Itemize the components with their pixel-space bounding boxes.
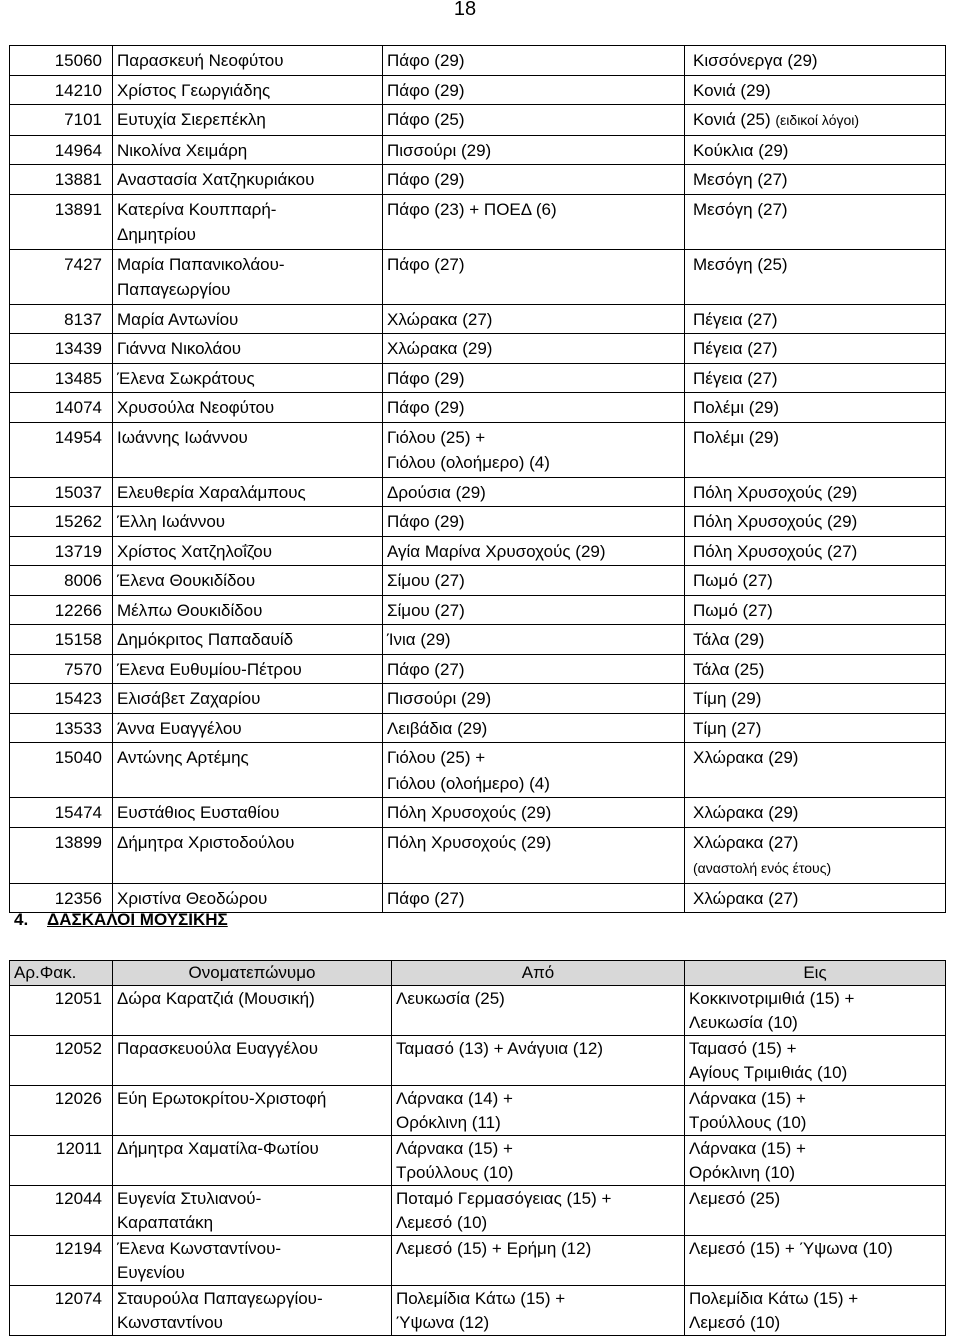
name-cell: Χρυσούλα Νεοφύτου [113, 393, 383, 423]
header-from: Από [392, 961, 685, 986]
to-value: Τάλα (25) [693, 659, 765, 679]
file-number-cell: 14954 [10, 422, 113, 477]
name-cell: Έλενα Σωκράτους [113, 363, 383, 393]
name-cell: Αναστασία Χατζηκυριάκου [113, 165, 383, 195]
name-cell: Νικολίνα Χειμάρη [113, 135, 383, 165]
to-cell [685, 625, 946, 655]
to-value: Πόλη Χρυσοχούς (29) [693, 482, 858, 502]
table-row [10, 165, 946, 195]
to-cell: Λεμεσό (25) [685, 1186, 946, 1236]
name-cell: Έλενα Θουκιδίδου [113, 566, 383, 596]
file-number-cell: 7570 [10, 654, 113, 684]
header-to: Εις [685, 961, 946, 986]
from-cell: Λάρνακα (15) + Τρούλλους (10) [392, 1136, 685, 1186]
header-file-number: Αρ.Φακ. [10, 961, 113, 986]
to-value: Μεσόγη (27) [693, 199, 788, 219]
table-row [10, 654, 946, 684]
name-cell: Ιωάννης Ιωάννου [113, 422, 383, 477]
to-value: Μεσόγη (27) [693, 170, 788, 189]
to-cell [685, 304, 946, 334]
to-cell [685, 654, 946, 684]
to-cell [685, 798, 946, 828]
table-row [10, 883, 946, 913]
name-cell: Γιάννα Νικολάου [113, 334, 383, 364]
table-row [10, 105, 946, 136]
file-number-cell: 13899 [10, 827, 113, 883]
section-heading [14, 910, 228, 930]
to-value: Κονιά (25) [693, 110, 771, 129]
file-number-cell: 12044 [10, 1186, 113, 1236]
to-cell [685, 75, 946, 105]
file-number-cell: 15060 [10, 46, 113, 76]
to-value: Χλώρακα (29) [693, 748, 799, 767]
note-text: (αναστολή ενός έτους) [693, 860, 832, 876]
table-row [10, 135, 946, 165]
from-cell: Πάφο (29) [383, 393, 685, 423]
to-cell [685, 566, 946, 596]
transfers-table [9, 45, 946, 913]
header-full-name: Ονοματεπώνυμο [113, 961, 392, 986]
from-cell: Πόλη Χρυσοχούς (29) [383, 798, 685, 828]
name-cell: Ευγενία Στυλιανού- Καραπατάκη [113, 1186, 392, 1236]
name-cell: Παρασκευή Νεοφύτου [113, 46, 383, 76]
table-row [10, 595, 946, 625]
to-cell [685, 684, 946, 714]
from-cell: Πάφο (29) [383, 75, 685, 105]
file-number-cell: 8137 [10, 304, 113, 334]
to-cell: Λάρνακα (15) + Ορόκλινη (10) [685, 1136, 946, 1186]
from-cell: Πισσούρι (29) [383, 135, 685, 165]
file-number-cell: 15037 [10, 477, 113, 507]
name-cell: Ελευθερία Χαραλάμπους [113, 477, 383, 507]
to-value: Πολέμι (29) [693, 427, 780, 447]
from-cell: Δρούσια (29) [383, 477, 685, 507]
to-cell [685, 165, 946, 195]
table-row [10, 1136, 946, 1186]
from-cell: Σίμου (27) [383, 595, 685, 625]
name-cell: Άννα Ευαγγέλου [113, 713, 383, 743]
file-number-cell: 12026 [10, 1086, 113, 1136]
file-number-cell: 7427 [10, 249, 113, 304]
table-row [10, 393, 946, 423]
table-row [10, 743, 946, 798]
from-cell: Πολεμίδια Κάτω (15) + Ύψωνα (12) [392, 1286, 685, 1336]
file-number-cell: 13881 [10, 165, 113, 195]
table-row [10, 334, 946, 364]
from-cell: Χλώρακα (27) [383, 304, 685, 334]
table-row [10, 827, 946, 883]
table-row [10, 1236, 946, 1286]
to-value: Πωμό (27) [693, 571, 773, 590]
file-number-cell: 13891 [10, 194, 113, 249]
name-cell: Μαρία Αντωνίου [113, 304, 383, 334]
table-row [10, 194, 946, 249]
name-cell: Κατερίνα Κουππαρή- Δημητρίου [113, 194, 383, 249]
name-cell: Ευτυχία Σιερεπέκλη [113, 105, 383, 136]
to-value: Χλώρακα (27) [693, 832, 799, 852]
table-row [10, 249, 946, 304]
file-number-cell: 12356 [10, 883, 113, 913]
from-cell: Ποταμό Γερμασόγειας (15) + Λεμεσό (10) [392, 1186, 685, 1236]
from-cell: Πάφο (27) [383, 654, 685, 684]
table-row [10, 1186, 946, 1236]
from-cell: Αγία Μαρίνα Χρυσοχούς (29) [383, 536, 685, 566]
file-number-cell: 12194 [10, 1236, 113, 1286]
file-number-cell: 13719 [10, 536, 113, 566]
name-cell: Χριστίνα Θεοδώρου [113, 883, 383, 913]
from-cell: Λειβάδια (29) [383, 713, 685, 743]
to-value: Πωμό (27) [693, 600, 773, 620]
table-row [10, 304, 946, 334]
to-value: Κούκλια (29) [693, 140, 789, 160]
name-cell: Χρίστος Γεωργιάδης [113, 75, 383, 105]
to-cell [685, 883, 946, 913]
to-value: Πέγεια (27) [693, 339, 778, 358]
section-number: 4. [14, 910, 29, 929]
name-cell: Δώρα Καρατζιά (Μουσική) [113, 986, 392, 1036]
from-cell: Πάφο (25) [383, 105, 685, 136]
from-cell: Ταμασό (13) + Ανάγυια (12) [392, 1036, 685, 1086]
to-value: Τίμη (29) [693, 689, 762, 708]
to-value: Κονιά (29) [693, 80, 771, 100]
file-number-cell: 12051 [10, 986, 113, 1036]
to-value: Κισσόνεργα (29) [693, 51, 818, 70]
table-row [10, 798, 946, 828]
from-cell: Πάφο (29) [383, 507, 685, 537]
name-cell: Ευστάθιος Ευσταθίου [113, 798, 383, 828]
name-cell: Έλενα Ευθυμίου-Πέτρου [113, 654, 383, 684]
from-cell: Πάφο (29) [383, 165, 685, 195]
table-row [10, 363, 946, 393]
to-value: Χλώρακα (27) [693, 888, 799, 908]
file-number-cell: 14964 [10, 135, 113, 165]
from-cell: Πισσούρι (29) [383, 684, 685, 714]
file-number-cell: 12266 [10, 595, 113, 625]
file-number-cell: 15262 [10, 507, 113, 537]
name-cell: Δήμητρα Χαματίλα-Φωτίου [113, 1136, 392, 1186]
to-cell [685, 135, 946, 165]
to-cell [685, 105, 946, 136]
name-cell: Έλενα Κωνσταντίνου- Ευγενίου [113, 1236, 392, 1286]
to-value: Μεσόγη (25) [693, 254, 788, 274]
to-cell [685, 743, 946, 798]
table-row [10, 713, 946, 743]
note-text: (ειδικοί λόγοι) [775, 112, 860, 128]
to-value: Πόλη Χρυσοχούς (29) [693, 512, 858, 531]
from-cell: Πάφο (27) [383, 249, 685, 304]
to-cell: Ταμασό (15) + Αγίους Τριμιθιάς (10) [685, 1036, 946, 1086]
from-cell: Γιόλου (25) + Γιόλου (ολοήμερο) (4) [383, 743, 685, 798]
to-value: Πολέμι (29) [693, 398, 780, 417]
page-number: 18 [453, 0, 477, 20]
file-number-cell: 13485 [10, 363, 113, 393]
from-cell: Πάφο (29) [383, 363, 685, 393]
table-row [10, 422, 946, 477]
to-value: Πέγεια (27) [693, 368, 778, 388]
to-cell [685, 393, 946, 423]
name-cell: Σταυρούλα Παπαγεωργίου- Κωνσταντίνου [113, 1286, 392, 1336]
file-number-cell: 12074 [10, 1286, 113, 1336]
table-row [10, 1086, 946, 1136]
to-cell: Κοκκινοτριμιθιά (15) + Λευκωσία (10) [685, 986, 946, 1036]
table-row [10, 46, 946, 76]
section-title: ΔΑΣΚΑΛΟΙ ΜΟΥΣΙΚΗΣ [47, 910, 228, 929]
from-cell: Πάφο (27) [383, 883, 685, 913]
file-number-cell: 14074 [10, 393, 113, 423]
to-value: Τίμη (27) [693, 718, 762, 738]
from-cell: Ίνια (29) [383, 625, 685, 655]
from-cell: Λάρνακα (14) + Ορόκλινη (11) [392, 1086, 685, 1136]
file-number-cell: 13439 [10, 334, 113, 364]
to-cell: Λάρνακα (15) + Τρούλλους (10) [685, 1086, 946, 1136]
file-number-cell: 12011 [10, 1136, 113, 1186]
to-cell [685, 194, 946, 249]
to-cell: Λεμεσό (15) + Ύψωνα (10) [685, 1236, 946, 1286]
to-cell [685, 477, 946, 507]
to-value: Τάλα (29) [693, 630, 765, 649]
file-number-cell: 8006 [10, 566, 113, 596]
to-value: Χλώρακα (29) [693, 803, 799, 822]
file-number-cell: 15474 [10, 798, 113, 828]
file-number-cell: 13533 [10, 713, 113, 743]
table-row [10, 684, 946, 714]
name-cell: Εύη Ερωτοκρίτου-Χριστοφή [113, 1086, 392, 1136]
to-cell [685, 334, 946, 364]
file-number-cell: 7101 [10, 105, 113, 136]
table-row [10, 536, 946, 566]
name-cell: Δημόκριτος Παπαδαυίδ [113, 625, 383, 655]
from-cell: Χλώρακα (29) [383, 334, 685, 364]
table-row [10, 625, 946, 655]
table-row [10, 566, 946, 596]
to-cell: Πολεμίδια Κάτω (15) + Λεμεσό (10) [685, 1286, 946, 1336]
table-row [10, 507, 946, 537]
file-number-cell: 15158 [10, 625, 113, 655]
name-cell: Μέλπω Θουκιδίδου [113, 595, 383, 625]
to-cell [685, 827, 946, 883]
from-cell: Πάφο (23) + ΠΟΕΔ (6) [383, 194, 685, 249]
name-cell: Ελισάβετ Ζαχαρίου [113, 684, 383, 714]
to-value: Πόλη Χρυσοχούς (27) [693, 541, 858, 561]
table-row [10, 1286, 946, 1336]
from-cell: Γιόλου (25) + Γιόλου (ολοήμερο) (4) [383, 422, 685, 477]
music-teachers-table [9, 960, 946, 1336]
name-cell: Δήμητρα Χριστοδούλου [113, 827, 383, 883]
name-cell: Έλλη Ιωάννου [113, 507, 383, 537]
table-header-row [10, 961, 946, 986]
to-cell [685, 536, 946, 566]
to-cell [685, 363, 946, 393]
file-number-cell: 12052 [10, 1036, 113, 1086]
to-cell [685, 713, 946, 743]
to-cell [685, 249, 946, 304]
to-value: Πέγεια (27) [693, 309, 778, 329]
from-cell: Λεμεσό (15) + Ερήμη (12) [392, 1236, 685, 1286]
file-number-cell: 15040 [10, 743, 113, 798]
from-cell: Πόλη Χρυσοχούς (29) [383, 827, 685, 883]
table-row [10, 75, 946, 105]
name-cell: Χρίστος Χατζηλοΐζου [113, 536, 383, 566]
to-cell [685, 422, 946, 477]
from-cell: Πάφο (29) [383, 46, 685, 76]
from-cell: Σίμου (27) [383, 566, 685, 596]
from-cell: Λευκωσία (25) [392, 986, 685, 1036]
name-cell: Παρασκευούλα Ευαγγέλου [113, 1036, 392, 1086]
name-cell: Μαρία Παπανικολάου- Παπαγεωργίου [113, 249, 383, 304]
table-row [10, 986, 946, 1036]
table-row [10, 477, 946, 507]
table-row [10, 1036, 946, 1086]
to-cell [685, 46, 946, 76]
name-cell: Αντώνης Αρτέμης [113, 743, 383, 798]
file-number-cell: 15423 [10, 684, 113, 714]
file-number-cell: 14210 [10, 75, 113, 105]
to-cell [685, 507, 946, 537]
to-cell [685, 595, 946, 625]
